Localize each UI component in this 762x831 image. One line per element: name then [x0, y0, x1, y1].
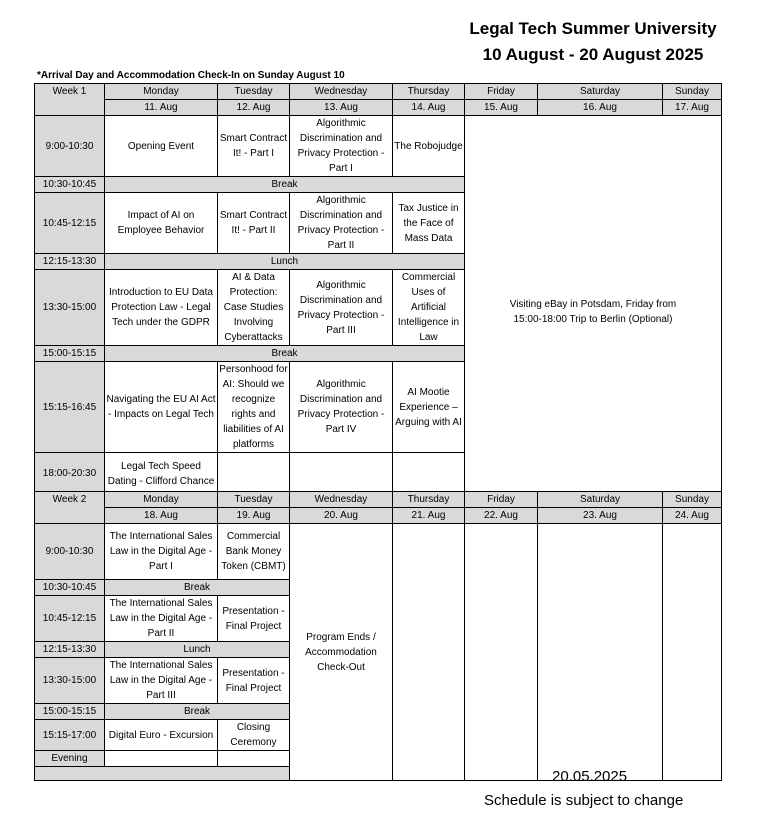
session-cell: The International Sales Law in the Digital Age - Part I [105, 524, 218, 580]
session-cell: Impact of AI on Employee Behavior [105, 193, 218, 254]
time-slot: 13:30-15:00 [35, 270, 105, 346]
date-header: 22. Aug [465, 508, 538, 524]
date-header: 15. Aug [465, 100, 538, 116]
break-row: Break [105, 177, 465, 193]
time-slot: 9:00-10:30 [35, 116, 105, 177]
date-header: 20. Aug [290, 508, 393, 524]
week1-label: Week 1 [35, 84, 105, 116]
session-cell: Opening Event [105, 116, 218, 177]
session-cell: Presentation - Final Project [218, 658, 290, 704]
break-row: Break [105, 580, 290, 596]
session-cell [393, 453, 465, 495]
date-header: 18. Aug [105, 508, 218, 524]
time-slot: 15:15-16:45 [35, 362, 105, 453]
session-cell: AI & Data Protection: Case Studies Involving Cyberattacks [218, 270, 290, 346]
empty-day-column [663, 524, 722, 781]
lunch-row: Lunch [105, 254, 465, 270]
session-cell: Tax Justice in the Face of Mass Data [393, 193, 465, 254]
session-cell: Presentation - Final Project [218, 596, 290, 642]
date-header: 14. Aug [393, 100, 465, 116]
day-header: Tuesday [218, 84, 290, 100]
day-header: Friday [465, 84, 538, 100]
time-slot: 10:45-12:15 [35, 596, 105, 642]
session-cell: AI Mootie Experience – Arguing with AI [393, 362, 465, 453]
date-header: 23. Aug [538, 508, 663, 524]
session-cell: Smart Contract It! - Part I [218, 116, 290, 177]
time-slot: 12:15-13:30 [35, 642, 105, 658]
day-header: Monday [105, 84, 218, 100]
session-cell: Navigating the EU AI Act - Impacts on Legal Tech [105, 362, 218, 453]
session-cell: The International Sales Law in the Digital Age - Part III [105, 658, 218, 704]
time-slot: Evening [35, 751, 105, 767]
date-header: 17. Aug [663, 100, 722, 116]
session-cell [218, 453, 290, 495]
day-header: Tuesday [218, 492, 290, 508]
empty-day-column [393, 524, 465, 781]
revision-date: 20.05.2025 [552, 768, 628, 785]
arrival-note: *Arrival Day and Accommodation Check-In on Sunday August 10 [37, 70, 345, 81]
week2-label: Week 2 [35, 492, 105, 524]
session-cell: Commercial Uses of Artificial Intelligence in Law [393, 270, 465, 346]
date-header: 19. Aug [218, 508, 290, 524]
date-header: 12. Aug [218, 100, 290, 116]
session-cell: Introduction to EU Data Protection Law - Legal Tech under the GDPR [105, 270, 218, 346]
day-header: Wednesday [290, 492, 393, 508]
session-cell: Algorithmic Discrimination and Privacy Protection - Part II [290, 193, 393, 254]
session-cell: Personhood for AI: Should we recognize rights and liabilities of AI platforms [218, 362, 290, 453]
session-cell: Smart Contract It! - Part II [218, 193, 290, 254]
weekend-activities [465, 116, 722, 509]
date-header: 16. Aug [538, 100, 663, 116]
page-subtitle-dates: 10 August - 20 August 2025 [482, 45, 704, 64]
lunch-row: Lunch [105, 642, 290, 658]
day-header: Saturday [538, 492, 663, 508]
week2-table [34, 491, 722, 781]
time-slot: 9:00-10:30 [35, 524, 105, 580]
session-cell [290, 453, 393, 495]
session-cell: Digital Euro - Excursion [105, 720, 218, 751]
day-header: Thursday [393, 84, 465, 100]
weekend-text: Visiting eBay in Potsdam, Friday from 15:00-18:00 Trip to Berlin (Optional) [509, 299, 677, 325]
time-slot: 18:00-20:30 [35, 453, 105, 495]
day-header: Monday [105, 492, 218, 508]
week1-table [34, 83, 722, 509]
session-cell [105, 751, 218, 767]
day-header: Sunday [663, 84, 722, 100]
time-slot: 12:15-13:30 [35, 254, 105, 270]
session-cell: The Robojudge [393, 116, 465, 177]
break-row: Break [105, 346, 465, 362]
week-end-bar [35, 767, 290, 781]
page-title: Legal Tech Summer University [469, 19, 717, 38]
session-cell [218, 751, 290, 767]
day-header: Sunday [663, 492, 722, 508]
session-cell: Algorithmic Discrimination and Privacy Protection - Part III [290, 270, 393, 346]
session-cell: Legal Tech Speed Dating - Clifford Chance [105, 453, 218, 495]
day-header: Friday [465, 492, 538, 508]
time-slot: 15:00-15:15 [35, 346, 105, 362]
session-cell: Algorithmic Discrimination and Privacy Protection - Part I [290, 116, 393, 177]
empty-day-column [538, 524, 663, 781]
day-header: Wednesday [290, 84, 393, 100]
empty-day-column [465, 524, 538, 781]
date-header: 13. Aug [290, 100, 393, 116]
time-slot: 15:15-17:00 [35, 720, 105, 751]
date-header: 21. Aug [393, 508, 465, 524]
time-slot: 10:30-10:45 [35, 177, 105, 193]
session-cell: Commercial Bank Money Token (CBMT) [218, 524, 290, 580]
time-slot: 13:30-15:00 [35, 658, 105, 704]
day-header: Saturday [538, 84, 663, 100]
session-cell: Algorithmic Discrimination and Privacy Protection - Part IV [290, 362, 393, 453]
session-cell: Closing Ceremony [218, 720, 290, 751]
day-header: Thursday [393, 492, 465, 508]
date-header: 11. Aug [105, 100, 218, 116]
session-cell: Program Ends / Accommodation Check-Out [290, 524, 393, 781]
break-row: Break [105, 704, 290, 720]
time-slot: 10:30-10:45 [35, 580, 105, 596]
session-cell: The International Sales Law in the Digital Age - Part II [105, 596, 218, 642]
date-header: 24. Aug [663, 508, 722, 524]
disclaimer: Schedule is subject to change [484, 792, 684, 809]
time-slot: 15:00-15:15 [35, 704, 105, 720]
time-slot: 10:45-12:15 [35, 193, 105, 254]
